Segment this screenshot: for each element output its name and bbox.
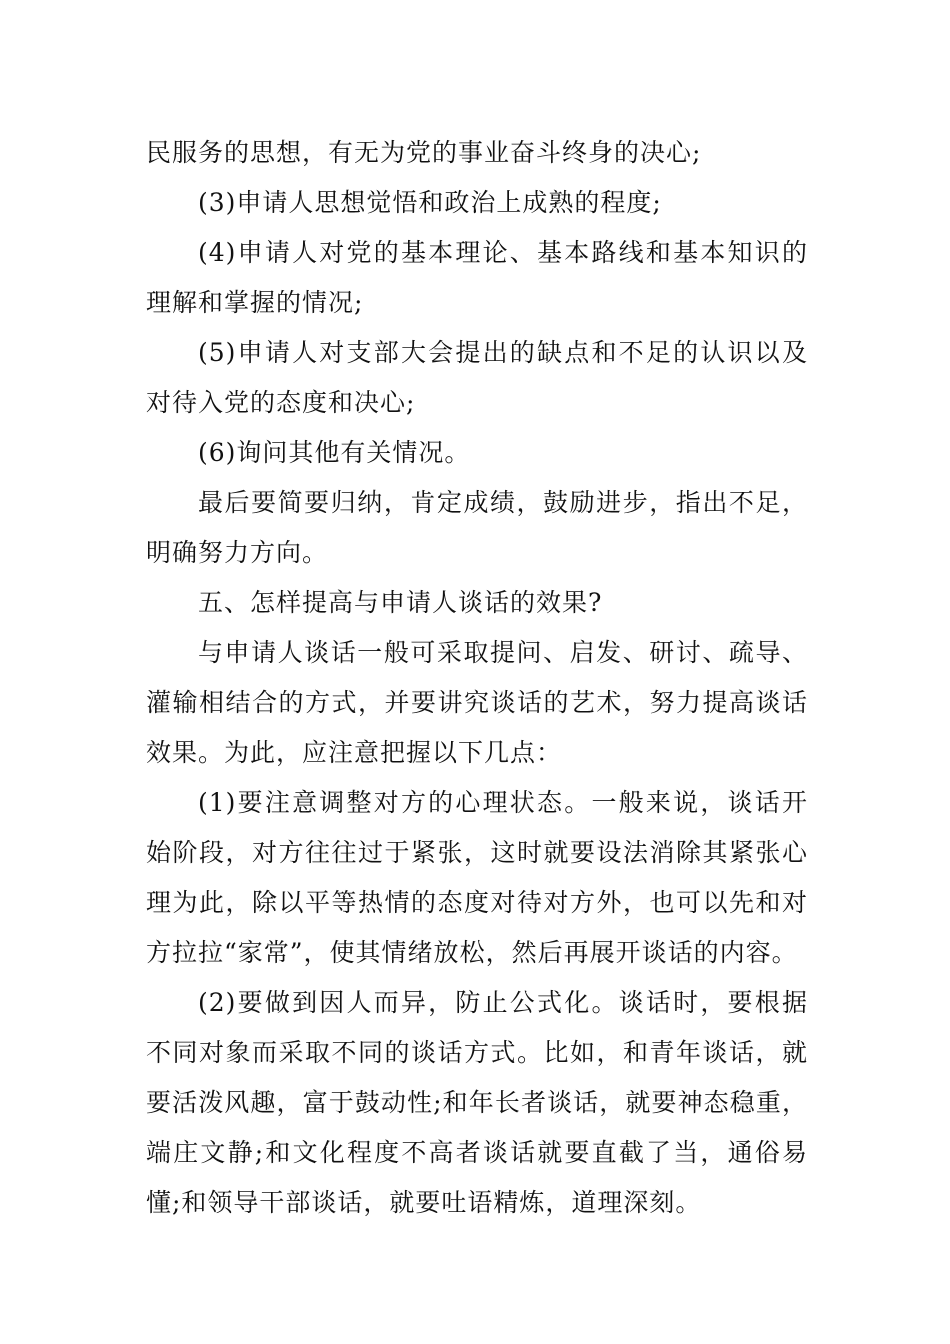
list-item-5: (5)申请人对支部大会提出的缺点和不足的认识以及对待入党的态度和决心; bbox=[146, 338, 808, 417]
summary-paragraph: 最后要简要归纳，肯定成绩，鼓励进步，指出不足，明确努力方向。 bbox=[146, 488, 808, 567]
list-item-4: (4)申请人对党的基本理论、基本路线和基本知识的理解和掌握的情况; bbox=[146, 238, 808, 317]
point-2-paragraph: (2)要做到因人而异，防止公式化。谈话时，要根据不同对象而采取不同的谈话方式。比如，和青年谈话，就要活泼风趣，富于鼓动性;和年长者谈话，就要神态稳重，端庄文静;和文化程度不高者谈话就要直截了当，通俗易懂;和领导干部谈话，就要吐语精炼，道理深刻。 bbox=[146, 988, 808, 1217]
list-item-3: (3)申请人思想觉悟和政治上成熟的程度; bbox=[198, 188, 662, 217]
section-intro-paragraph: 与申请人谈话一般可采取提问、启发、研讨、疏导、灌输相结合的方式，并要讲究谈话的艺术，努力提高谈话效果。为此，应注意把握以下几点： bbox=[146, 638, 808, 767]
point-1-paragraph: (1)要注意调整对方的心理状态。一般来说，谈话开始阶段，对方往往过于紧张，这时就要设法消除其紧张心理为此，除以平等热情的态度对待对方外，也可以先和对方拉拉“家常”，使其情绪放松，然后再展开谈话的内容。 bbox=[146, 788, 808, 967]
document-body bbox=[146, 128, 808, 1228]
paragraph-continuation: 民服务的思想，有无为党的事业奋斗终身的决心; bbox=[146, 138, 702, 167]
section-heading-5: 五、怎样提高与申请人谈话的效果? bbox=[198, 588, 603, 617]
list-item-6: (6)询问其他有关情况。 bbox=[198, 438, 471, 467]
